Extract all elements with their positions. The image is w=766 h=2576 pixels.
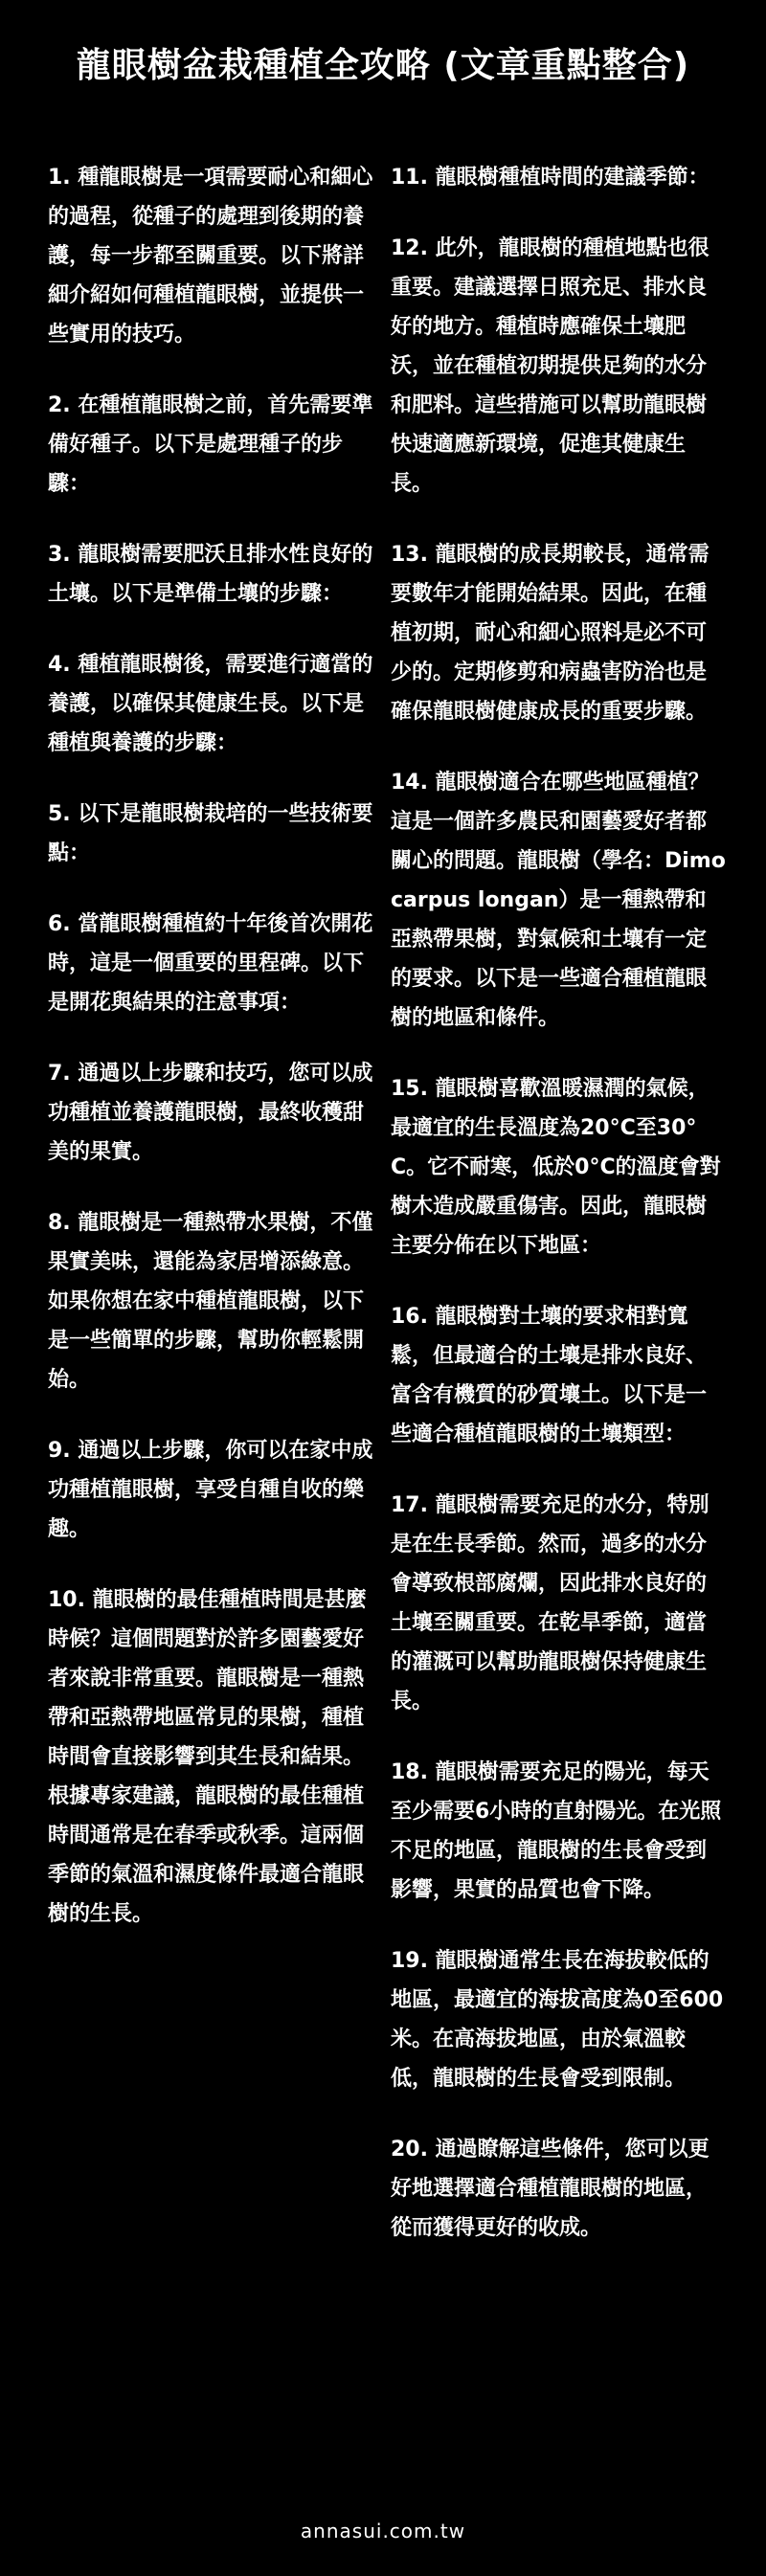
list-item: 11. 龍眼樹種植時間的建議季節：	[391, 166, 710, 190]
site-footer-url: annasui.com.tw	[300, 2520, 466, 2542]
list-item: 17. 龍眼樹需要充足的水分，特別是在生長季節。然而，過多的水分會導致根部腐爛，因此排水良好的土壤至關重要。在乾旱季節，適當的灌溉可以幫助龍眼樹保持健康生長。	[391, 1493, 710, 1714]
list-item: 10. 龍眼樹的最佳種植時間是甚麼時候？這個問題對於許多園藝愛好者來說非常重要。龍眼樹是一種熱帶和亞熱帶地區常見的果樹，種植時間會直接影響到其生長和結果。根據專家建議，龍眼樹的最佳種植時間通常是在春季或秋季。這兩個季節的氣溫和濕度條件最適合龍眼樹的生長。	[48, 1588, 367, 1926]
left-column	[48, 158, 383, 1965]
list-item: 20. 通過瞭解這些條件，您可以更好地選擇適合種植龍眼樹的地區，從而獲得更好的收成。	[391, 2138, 710, 2240]
list-item: 8. 龍眼樹是一種熱帶水果樹，不僅果實美味，還能為家居增添綠意。如果你想在家中種植龍眼樹，以下是一些簡單的步驟，幫助你輕鬆開始。	[48, 1211, 373, 1392]
list-item: 5. 以下是龍眼樹栽培的一些技術要點：	[48, 802, 373, 865]
list-item: 6. 當龍眼樹種植約十年後首次開花時，這是一個重要的里程碑。以下是開花與結果的注意事項：	[48, 912, 373, 1015]
list-item: 19. 龍眼樹通常生長在海拔較低的地區，最適宜的海拔高度為0至600米。在高海拔地區，由於氣溫較低，龍眼樹的生長會受到限制。	[391, 1949, 724, 2091]
page-title: 龍眼樹盆栽種植全攻略 (文章重點整合)	[76, 46, 690, 85]
list-item: 12. 此外，龍眼樹的種植地點也很重要。建議選擇日照充足、排水良好的地方。種植時應確保土壤肥沃，並在種植初期提供足夠的水分和肥料。這些措施可以幫助龍眼樹快速適應新環境，促進其健康生長。	[391, 236, 710, 496]
right-column	[391, 158, 726, 2279]
list-item: 18. 龍眼樹需要充足的陽光，每天至少需要6小時的直射陽光。在光照不足的地區，龍眼樹的生長會受到影響，果實的品質也會下降。	[391, 1760, 722, 1902]
list-item: 9. 通過以上步驟，你可以在家中成功種植龍眼樹，享受自種自收的樂趣。	[48, 1439, 373, 1541]
list-item: 14. 龍眼樹適合在哪些地區種植？這是一個許多農民和園藝愛好者都關心的問題。龍眼樹（學名：Dimocarpus longan）是一種熱帶和亞熱帶果樹，對氣候和土壤有一定的要求。以下是一些適合種植龍眼樹的地區和條件。	[391, 771, 726, 1030]
list-item: 2. 在種植龍眼樹之前，首先需要準備好種子。以下是處理種子的步驟：	[48, 393, 373, 496]
list-item: 13. 龍眼樹的成長期較長，通常需要數年才能開始結果。因此，在種植初期，耐心和細心照料是必不可少的。定期修剪和病蟲害防治也是確保龍眼樹健康成長的重要步驟。	[391, 543, 710, 724]
list-item: 1. 種龍眼樹是一項需要耐心和細心的過程，從種子的處理到後期的養護，每一步都至關重要。以下將詳細介紹如何種植龍眼樹，並提供一些實用的技巧。	[48, 166, 373, 347]
list-item: 7. 通過以上步驟和技巧，您可以成功種植並養護龍眼樹，最終收穫甜美的果實。	[48, 1062, 373, 1164]
list-item: 3. 龍眼樹需要肥沃且排水性良好的土壤。以下是準備土壤的步驟：	[48, 543, 373, 606]
list-item: 15. 龍眼樹喜歡溫暖濕潤的氣候，最適宜的生長溫度為20°C至30°C。它不耐寒，低於0°C的溫度會對樹木造成嚴重傷害。因此，龍眼樹主要分佈在以下地區：	[391, 1077, 721, 1258]
list-item: 4. 種植龍眼樹後，需要進行適當的養護，以確保其健康生長。以下是種植與養護的步驟：	[48, 653, 373, 755]
list-item: 16. 龍眼樹對土壤的要求相對寬鬆，但最適合的土壤是排水良好、富含有機質的砂質壤土。以下是一些適合種植龍眼樹的土壤類型：	[391, 1305, 708, 1446]
